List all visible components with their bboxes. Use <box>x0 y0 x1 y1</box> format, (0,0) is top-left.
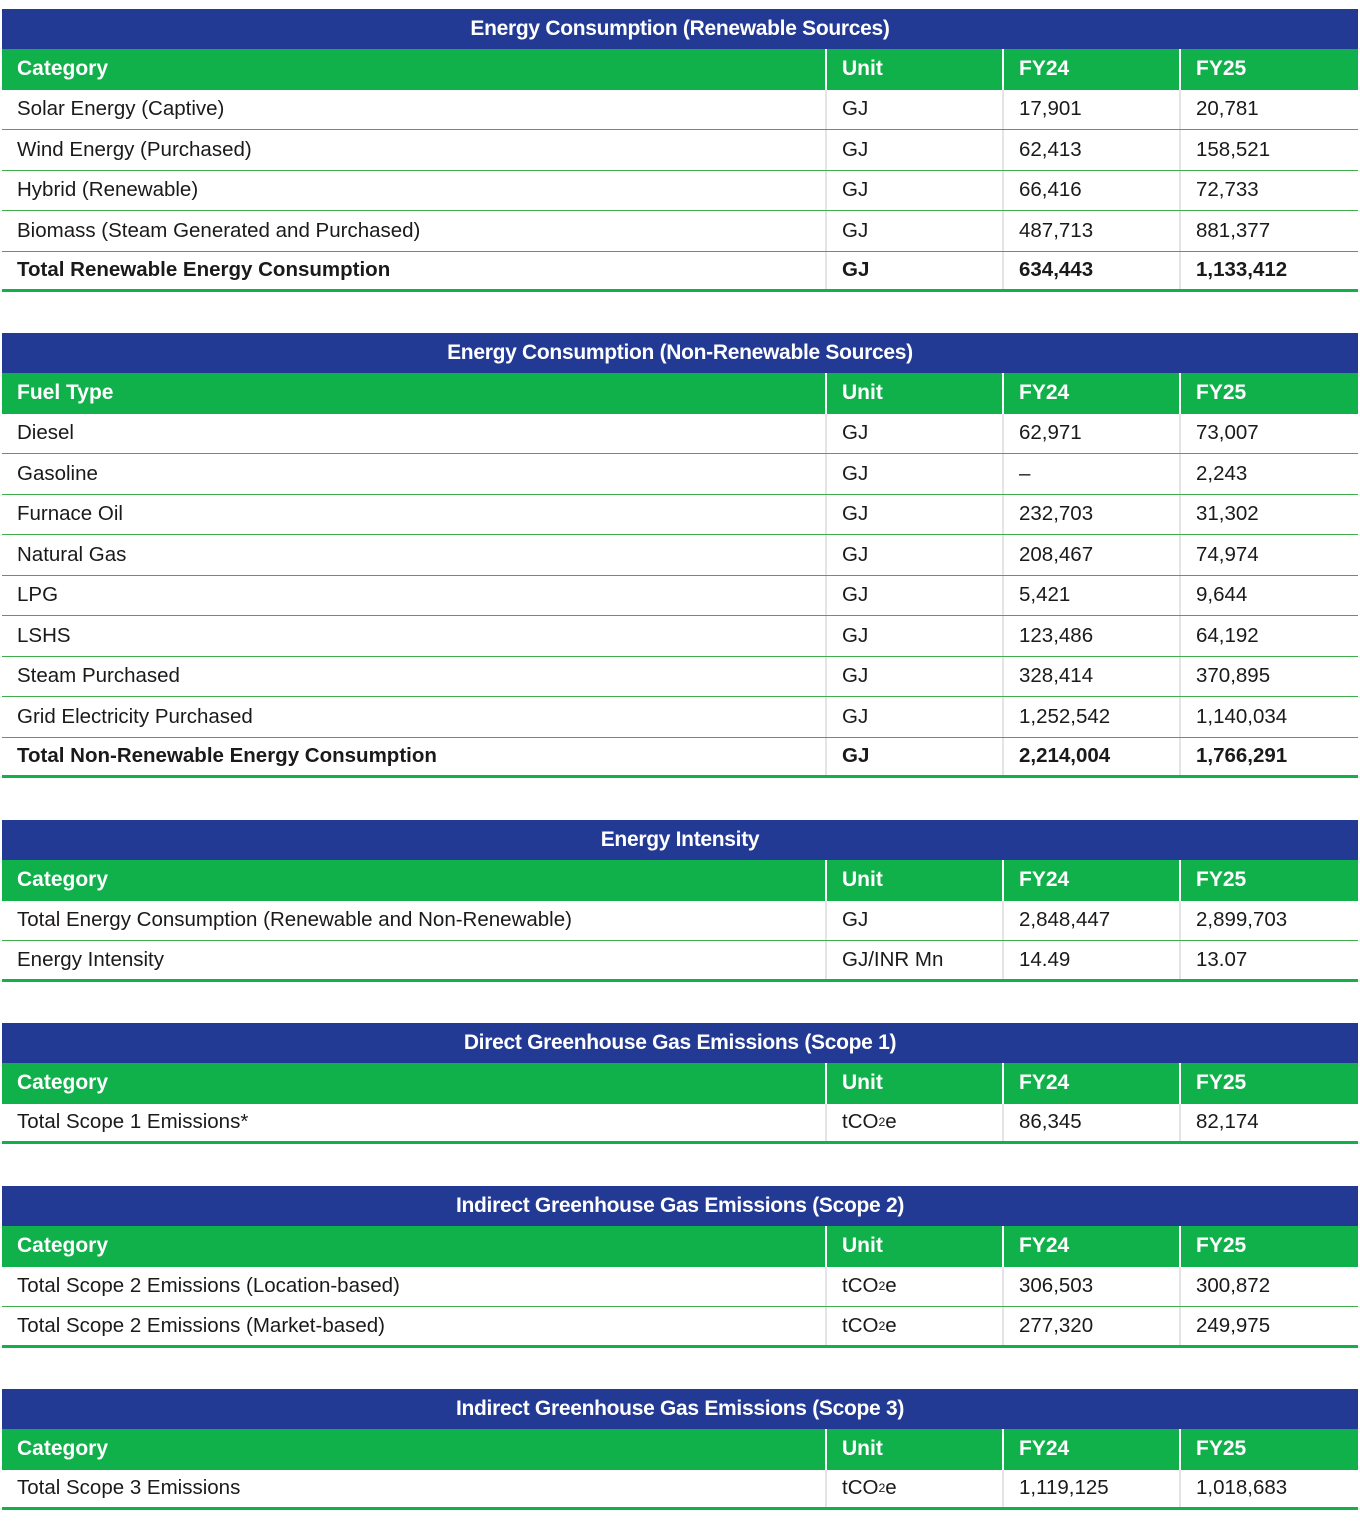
category-cell: Wind Energy (Purchased) <box>2 130 827 170</box>
fy24-cell: 2,848,447 <box>1004 901 1181 941</box>
header-cell: Unit <box>827 1063 1004 1104</box>
table-header-row <box>2 373 1358 414</box>
fy24-cell: – <box>1004 454 1181 494</box>
table-row <box>2 454 1358 495</box>
unit-cell: GJ <box>827 616 1004 656</box>
fy25-cell: 74,974 <box>1196 542 1259 566</box>
table-title: Indirect Greenhouse Gas Emissions (Scope 2) <box>2 1186 1358 1226</box>
fy25-cell: 1,133,412 <box>1196 258 1288 282</box>
category-cell: Grid Electricity Purchased <box>2 697 827 737</box>
unit-cell: tCO 2 e <box>827 1470 1004 1508</box>
fy25-cell: 249,975 <box>1196 1313 1271 1337</box>
table-row <box>2 1104 1358 1145</box>
table-row <box>2 657 1358 698</box>
fy24-cell: 277,320 <box>1004 1307 1181 1345</box>
fy25-cell: 72,733 <box>1196 178 1259 202</box>
table-header-row <box>2 49 1358 90</box>
header-cell: FY25 <box>1196 1234 1247 1258</box>
fy24-cell: 328,414 <box>1004 657 1181 697</box>
table-title: Energy Consumption (Renewable Sources) <box>2 9 1358 49</box>
fy24-cell: 14.49 <box>1004 941 1181 979</box>
fy25-cell: 1,766,291 <box>1196 744 1288 768</box>
header-cell: Category <box>2 49 827 90</box>
category-cell: Diesel <box>2 414 827 454</box>
header-cell: FY25 <box>1196 57 1247 81</box>
fy25-cell: 9,644 <box>1196 583 1248 607</box>
fy24-cell: 1,252,542 <box>1004 697 1181 737</box>
unit-cell: GJ <box>827 414 1004 454</box>
table-header-row <box>2 860 1358 901</box>
fy24-cell: 208,467 <box>1004 535 1181 575</box>
header-cell: Category <box>2 1226 827 1267</box>
category-cell: Total Scope 2 Emissions (Market-based) <box>2 1307 827 1345</box>
category-cell: Energy Intensity <box>2 941 827 979</box>
table-row <box>2 211 1358 252</box>
unit-cell: GJ <box>827 576 1004 616</box>
category-cell: Furnace Oil <box>2 495 827 535</box>
fy25-cell: 881,377 <box>1196 218 1271 242</box>
unit-cell: GJ <box>827 535 1004 575</box>
category-cell: Total Energy Consumption (Renewable and Non-Renewable) <box>2 901 827 941</box>
unit-cell: GJ <box>827 454 1004 494</box>
fy24-cell: 17,901 <box>1004 90 1181 130</box>
unit-cell: GJ/INR Mn <box>827 941 1004 979</box>
header-cell: FY25 <box>1196 868 1247 892</box>
header-cell: Category <box>2 1429 827 1470</box>
unit-cell: GJ <box>827 211 1004 251</box>
fy25-cell: 20,781 <box>1196 97 1259 121</box>
table-row <box>2 535 1358 576</box>
header-cell: FY24 <box>1004 1226 1181 1267</box>
unit-cell: tCO 2 e <box>827 1267 1004 1307</box>
table-scope1-emissions <box>2 1023 1358 1144</box>
header-cell: FY24 <box>1004 1429 1181 1470</box>
fy25-cell: 300,872 <box>1196 1274 1271 1298</box>
fy24-cell: 1,119,125 <box>1004 1470 1181 1508</box>
fy24-cell: 66,416 <box>1004 171 1181 211</box>
category-cell: LSHS <box>2 616 827 656</box>
table-header-row <box>2 1226 1358 1267</box>
category-cell: Gasoline <box>2 454 827 494</box>
header-cell: Unit <box>827 860 1004 901</box>
fy24-cell: 306,503 <box>1004 1267 1181 1307</box>
category-cell: Steam Purchased <box>2 657 827 697</box>
total-row <box>2 738 1358 779</box>
table-row <box>2 90 1358 131</box>
fy24-cell: 86,345 <box>1004 1104 1181 1142</box>
table-non-renewable-energy <box>2 333 1358 778</box>
table-header-row <box>2 1429 1358 1470</box>
table-title: Direct Greenhouse Gas Emissions (Scope 1) <box>2 1023 1358 1063</box>
table-row <box>2 1267 1358 1308</box>
table-row <box>2 697 1358 738</box>
table-row <box>2 414 1358 455</box>
table-row <box>2 171 1358 212</box>
table-title: Indirect Greenhouse Gas Emissions (Scope 3) <box>2 1389 1358 1429</box>
fy25-cell: 31,302 <box>1196 502 1259 526</box>
unit-cell: GJ <box>827 697 1004 737</box>
table-scope3-emissions <box>2 1389 1358 1510</box>
fy24-cell: 2,214,004 <box>1004 738 1181 776</box>
table-row <box>2 941 1358 982</box>
header-cell: FY24 <box>1004 373 1181 414</box>
header-cell: Unit <box>827 373 1004 414</box>
table-header-row <box>2 1063 1358 1104</box>
header-cell: Category <box>2 1063 827 1104</box>
table-title: Energy Intensity <box>2 820 1358 860</box>
header-cell: FY24 <box>1004 860 1181 901</box>
category-cell: Total Scope 2 Emissions (Location-based) <box>2 1267 827 1307</box>
fy25-cell: 1,140,034 <box>1196 704 1288 728</box>
header-cell: FY24 <box>1004 49 1181 90</box>
header-cell: Category <box>2 860 827 901</box>
category-cell: Hybrid (Renewable) <box>2 171 827 211</box>
fy24-cell: 232,703 <box>1004 495 1181 535</box>
fy25-cell: 13.07 <box>1196 947 1248 971</box>
unit-cell: GJ <box>827 901 1004 941</box>
header-cell: Unit <box>827 49 1004 90</box>
fy25-cell: 2,243 <box>1196 461 1248 485</box>
table-title: Energy Consumption (Non-Renewable Sources) <box>2 333 1358 373</box>
table-renewable-energy <box>2 9 1358 292</box>
header-cell: Fuel Type <box>2 373 827 414</box>
unit-cell: GJ <box>827 252 1004 290</box>
table-energy-intensity <box>2 820 1358 982</box>
unit-cell: GJ <box>827 495 1004 535</box>
total-row <box>2 252 1358 293</box>
unit-cell: GJ <box>827 657 1004 697</box>
fy25-cell: 1,018,683 <box>1196 1476 1288 1500</box>
unit-cell: GJ <box>827 130 1004 170</box>
category-cell: LPG <box>2 576 827 616</box>
unit-cell: tCO 2 e <box>827 1104 1004 1142</box>
header-cell: Unit <box>827 1226 1004 1267</box>
unit-cell: tCO 2 e <box>827 1307 1004 1345</box>
table-row <box>2 576 1358 617</box>
unit-cell: GJ <box>827 90 1004 130</box>
table-scope2-emissions <box>2 1186 1358 1348</box>
header-cell: FY25 <box>1196 1071 1247 1095</box>
unit-cell: GJ <box>827 171 1004 211</box>
category-cell: Total Non-Renewable Energy Consumption <box>2 738 827 776</box>
fy24-cell: 5,421 <box>1004 576 1181 616</box>
table-row <box>2 616 1358 657</box>
header-cell: FY25 <box>1196 381 1247 405</box>
fy25-cell: 64,192 <box>1196 623 1259 647</box>
header-cell: FY25 <box>1196 1437 1247 1461</box>
fy24-cell: 123,486 <box>1004 616 1181 656</box>
category-cell: Total Scope 1 Emissions* <box>2 1104 827 1142</box>
fy24-cell: 62,971 <box>1004 414 1181 454</box>
table-row <box>2 1307 1358 1348</box>
table-row <box>2 1470 1358 1511</box>
category-cell: Solar Energy (Captive) <box>2 90 827 130</box>
category-cell: Total Renewable Energy Consumption <box>2 252 827 290</box>
fy25-cell: 370,895 <box>1196 664 1271 688</box>
fy24-cell: 62,413 <box>1004 130 1181 170</box>
fy25-cell: 73,007 <box>1196 421 1259 445</box>
fy25-cell: 158,521 <box>1196 137 1271 161</box>
table-row <box>2 495 1358 536</box>
unit-cell: GJ <box>827 738 1004 776</box>
table-row <box>2 130 1358 171</box>
table-row <box>2 901 1358 942</box>
fy25-cell: 82,174 <box>1196 1110 1259 1134</box>
fy24-cell: 634,443 <box>1004 252 1181 290</box>
header-cell: FY24 <box>1004 1063 1181 1104</box>
category-cell: Biomass (Steam Generated and Purchased) <box>2 211 827 251</box>
category-cell: Total Scope 3 Emissions <box>2 1470 827 1508</box>
header-cell: Unit <box>827 1429 1004 1470</box>
category-cell: Natural Gas <box>2 535 827 575</box>
fy25-cell: 2,899,703 <box>1196 908 1288 932</box>
fy24-cell: 487,713 <box>1004 211 1181 251</box>
